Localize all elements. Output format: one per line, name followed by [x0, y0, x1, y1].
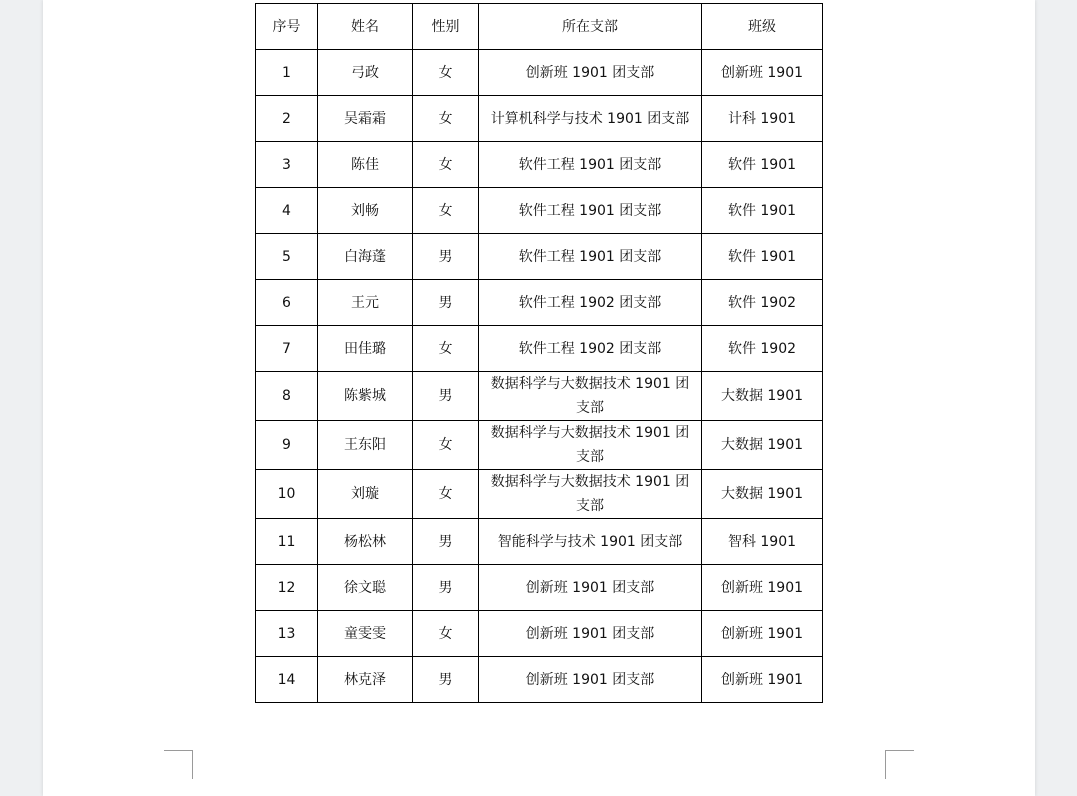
- header-class: 班级: [702, 4, 823, 50]
- cell-gender: 男: [413, 657, 479, 703]
- cell-name: 吴霜霜: [318, 96, 413, 142]
- cell-class: 计科 1901: [702, 96, 823, 142]
- table-row: [256, 565, 823, 611]
- page-corner-mark-right: [885, 750, 914, 779]
- cell-name: 田佳璐: [318, 326, 413, 372]
- cell-class: 智科 1901: [702, 519, 823, 565]
- cell-name: 童雯雯: [318, 611, 413, 657]
- cell-class: 创新班 1901: [702, 657, 823, 703]
- table-row: [256, 372, 823, 421]
- cell-branch: 软件工程 1901 团支部: [479, 234, 702, 280]
- header-gender: 性别: [413, 4, 479, 50]
- table-row: [256, 234, 823, 280]
- cell-name: 林克泽: [318, 657, 413, 703]
- cell-index: 9: [256, 421, 318, 470]
- cell-class: 软件 1901: [702, 234, 823, 280]
- cell-name: 王元: [318, 280, 413, 326]
- table-body: [256, 50, 823, 703]
- cell-gender: 女: [413, 421, 479, 470]
- cell-index: 10: [256, 470, 318, 519]
- table-row: [256, 188, 823, 234]
- cell-class: 软件 1902: [702, 280, 823, 326]
- cell-gender: 女: [413, 611, 479, 657]
- cell-branch: 数据科学与大数据技术 1901 团支部: [479, 421, 702, 470]
- table-row: [256, 519, 823, 565]
- cell-index: 1: [256, 50, 318, 96]
- member-table: [255, 3, 823, 703]
- cell-index: 12: [256, 565, 318, 611]
- header-branch: 所在支部: [479, 4, 702, 50]
- table-row: [256, 470, 823, 519]
- cell-class: 创新班 1901: [702, 50, 823, 96]
- cell-gender: 男: [413, 565, 479, 611]
- header-name: 姓名: [318, 4, 413, 50]
- cell-name: 刘畅: [318, 188, 413, 234]
- table-row: [256, 50, 823, 96]
- cell-gender: 女: [413, 326, 479, 372]
- cell-branch: 创新班 1901 团支部: [479, 565, 702, 611]
- cell-gender: 男: [413, 234, 479, 280]
- cell-class: 软件 1901: [702, 142, 823, 188]
- cell-branch: 数据科学与大数据技术 1901 团支部: [479, 372, 702, 421]
- cell-class: 创新班 1901: [702, 565, 823, 611]
- cell-class: 大数据 1901: [702, 372, 823, 421]
- cell-class: 软件 1902: [702, 326, 823, 372]
- cell-branch: 软件工程 1902 团支部: [479, 280, 702, 326]
- document-page: [43, 0, 1035, 796]
- table-row: [256, 421, 823, 470]
- cell-name: 白海蓬: [318, 234, 413, 280]
- cell-branch: 计算机科学与技术 1901 团支部: [479, 96, 702, 142]
- cell-index: 6: [256, 280, 318, 326]
- cell-index: 8: [256, 372, 318, 421]
- cell-name: 陈紫城: [318, 372, 413, 421]
- cell-index: 13: [256, 611, 318, 657]
- cell-branch: 创新班 1901 团支部: [479, 611, 702, 657]
- table-row: [256, 96, 823, 142]
- cell-branch: 软件工程 1901 团支部: [479, 142, 702, 188]
- cell-branch: 软件工程 1902 团支部: [479, 326, 702, 372]
- cell-class: 大数据 1901: [702, 421, 823, 470]
- cell-branch: 软件工程 1901 团支部: [479, 188, 702, 234]
- cell-class: 创新班 1901: [702, 611, 823, 657]
- page-corner-mark-left: [164, 750, 193, 779]
- cell-class: 软件 1901: [702, 188, 823, 234]
- cell-name: 徐文聪: [318, 565, 413, 611]
- cell-gender: 女: [413, 50, 479, 96]
- cell-gender: 女: [413, 96, 479, 142]
- cell-index: 3: [256, 142, 318, 188]
- cell-class: 大数据 1901: [702, 470, 823, 519]
- cell-index: 2: [256, 96, 318, 142]
- table-row: [256, 280, 823, 326]
- cell-gender: 男: [413, 372, 479, 421]
- header-index: 序号: [256, 4, 318, 50]
- cell-branch: 智能科学与技术 1901 团支部: [479, 519, 702, 565]
- cell-branch: 数据科学与大数据技术 1901 团支部: [479, 470, 702, 519]
- cell-name: 杨松林: [318, 519, 413, 565]
- table-row: [256, 657, 823, 703]
- cell-name: 王东阳: [318, 421, 413, 470]
- cell-name: 弓政: [318, 50, 413, 96]
- cell-index: 14: [256, 657, 318, 703]
- cell-gender: 女: [413, 142, 479, 188]
- table-row: [256, 142, 823, 188]
- table-row: [256, 611, 823, 657]
- table-row: [256, 326, 823, 372]
- cell-gender: 女: [413, 470, 479, 519]
- cell-index: 5: [256, 234, 318, 280]
- cell-gender: 男: [413, 519, 479, 565]
- cell-index: 11: [256, 519, 318, 565]
- cell-name: 刘璇: [318, 470, 413, 519]
- cell-index: 7: [256, 326, 318, 372]
- cell-branch: 创新班 1901 团支部: [479, 657, 702, 703]
- cell-name: 陈佳: [318, 142, 413, 188]
- cell-gender: 男: [413, 280, 479, 326]
- cell-index: 4: [256, 188, 318, 234]
- table-header-row: [256, 4, 823, 50]
- cell-branch: 创新班 1901 团支部: [479, 50, 702, 96]
- cell-gender: 女: [413, 188, 479, 234]
